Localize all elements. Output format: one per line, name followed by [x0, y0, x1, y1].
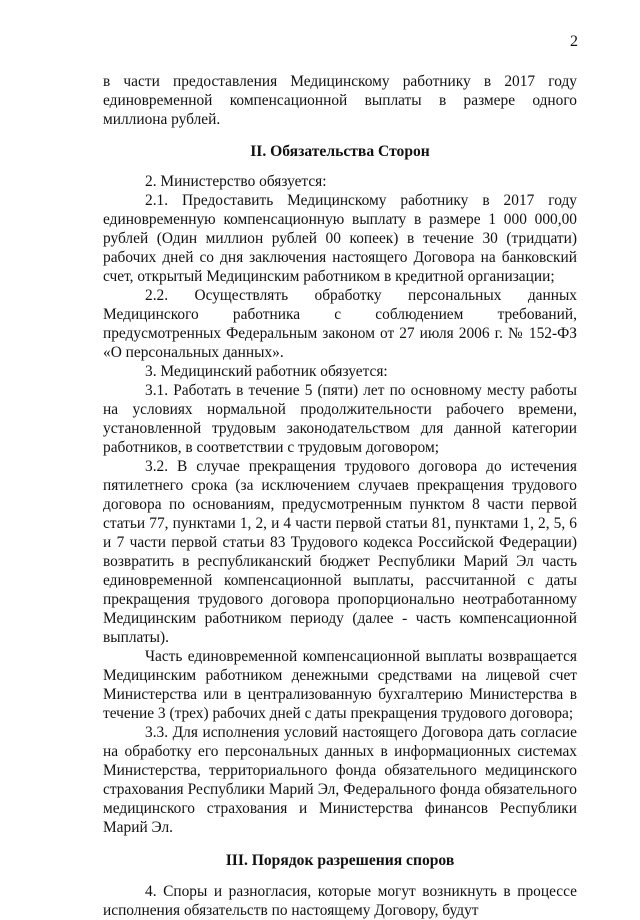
- paragraph-2: 2. Министерство обязуется:: [145, 173, 327, 190]
- section-heading-disputes: III. Порядок разрешения споров: [225, 852, 455, 869]
- page-number: 2: [570, 33, 578, 50]
- paragraph-3-3: 3.3. Для исполнения условий настоящего Договора дать согласие на обработку его персональных данных в информационных системах Министерства, территориального фонда обязательного медицинского страхования Республики Марий Эл, Федерального фонда обязательного медицинского страхования и Министерства финансов Республики Марий Эл.: [103, 724, 577, 836]
- paragraph-4: 4. Споры и разногласия, которые могут возникнуть в процессе исполнения обязательств по настоящему Договору, будут: [103, 883, 577, 919]
- section-heading-obligations: II. Обязательства Сторон: [250, 143, 430, 160]
- paragraph-2-1: 2.1. Предоставить Медицинскому работнику в 2017 году единовременную компенсационную выплату в размере 1 000 000,00 рублей (Один миллион рублей 00 копеек) в течение 30 (тридцати) рабочих дней со дня заключения настоящего Договора на банковский счет, открытый Медицинским работником в кредитной организации;: [103, 192, 577, 285]
- paragraph-3-2: 3.2. В случае прекращения трудового договора до истечения пятилетнего срока (за исключением случаев прекращения трудового договора по основаниям, предусмотренным пунктом 8 части первой статьи 77, пунктами 1, 2, и 4 части первой статьи 81, пунктами 1, 2, 5, 6 и 7 части первой статьи 83 Трудового кодекса Российской Федерации) возвратить в республиканский бюджет Республики Марий Эл часть единовременной компенсационной выплаты, рассчитанной с даты прекращения трудового договора пропорционально неотработанному Медицинским работником периоду (далее - часть компенсационной выплаты).: [103, 458, 577, 646]
- document-body: [103, 72, 577, 920]
- paragraph-3-1: 3.1. Работать в течение 5 (пяти) лет по основному месту работы на условиях нормальной продолжительности рабочего времени, установленной трудовым законодательством для данной категории работников, в соответствии с трудовым договором;: [103, 382, 577, 456]
- paragraph-3-2-return: Часть единовременной компенсационной выплаты возвращается Медицинским работником денежными средствами на лицевой счет Министерства или в централизованную бухгалтерию Министерства в течение 3 (трех) рабочих дней с даты прекращения трудового договора;: [103, 648, 577, 722]
- intro-paragraph: в части предоставления Медицинскому работнику в 2017 году единовременной компенсационной выплаты в размере одного миллиона рублей.: [103, 73, 577, 128]
- paragraph-2-2: 2.2. Осуществлять обработку персональных данных Медицинского работника с соблюдением требований, предусмотренных Федеральным законом от 27 июля 2006 г. № 152-ФЗ «О персональных данных».: [103, 287, 577, 361]
- paragraph-3: 3. Медицинский работник обязуется:: [145, 363, 388, 380]
